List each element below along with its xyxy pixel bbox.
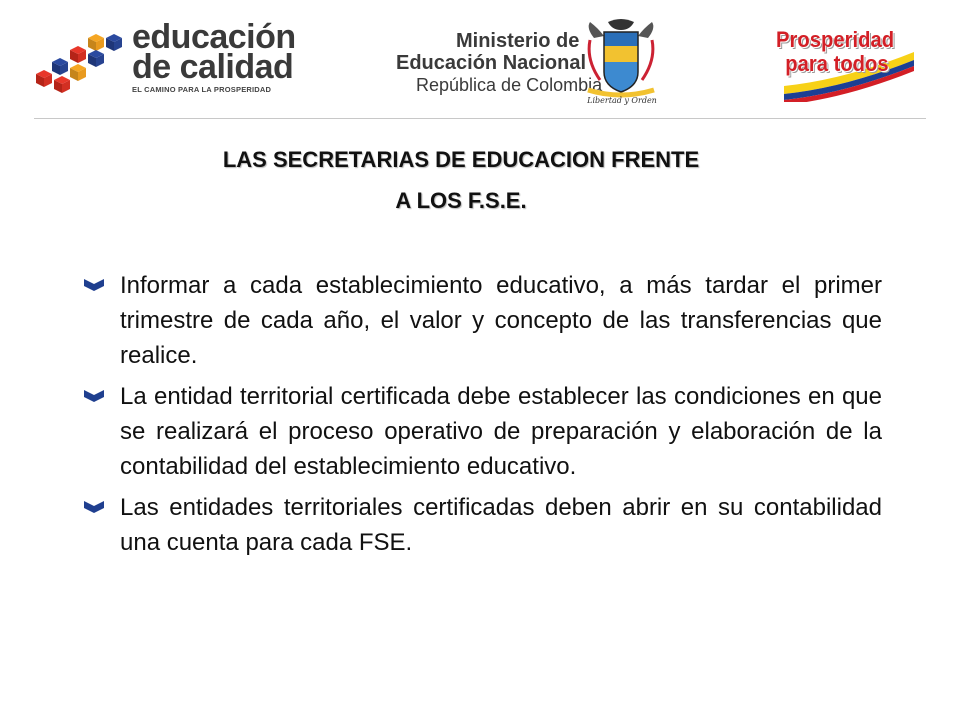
bullet-text: Informar a cada establecimiento educativo, a más tardar el primer trimestre de cada año, el valor y concepto de las transferencias que realice.	[120, 272, 882, 369]
header-divider	[34, 118, 926, 119]
bullet-item	[80, 379, 882, 484]
ministerio-logo	[396, 30, 602, 96]
slide-title	[0, 139, 960, 221]
bullet-text: La entidad territorial certificada debe establecer las condiciones en que se realizará el proceso operativo de preparación y elaboración de la contabilidad del establecimiento educativo.	[120, 383, 882, 480]
header	[0, 0, 960, 118]
title-line1: LAS SECRETARIAS DE EDUCACION FRENTE	[222, 147, 700, 172]
title-line2: A LOS F.S.E.	[395, 188, 527, 213]
prosperidad-line2: para todos	[785, 51, 889, 76]
ministerio-line2: Educación Nacional	[396, 52, 587, 74]
bullet-text: Las entidades territoriales certificadas deben abrir en su contabilidad una cuenta para cada FSE.	[120, 494, 882, 556]
prosperidad-para-todos-logo	[776, 28, 916, 98]
bullet-list	[80, 268, 882, 566]
cubes-icon	[32, 28, 128, 98]
ministerio-line1: Ministerio de	[456, 30, 580, 52]
check-bullet-icon	[84, 277, 104, 291]
educacion-de-calidad-logo	[32, 18, 302, 102]
ministerio-line3: República de Colombia	[416, 75, 603, 95]
bullet-item	[80, 490, 882, 560]
check-bullet-icon	[84, 499, 104, 513]
logo-tagline: EL CAMINO PARA LA PROSPERIDAD	[132, 85, 272, 94]
prosperidad-line1: Prosperidad	[776, 27, 895, 52]
logo-line-de-calidad: de calidad	[132, 48, 294, 86]
bullet-item	[80, 268, 882, 373]
escudo-caption: Libertad y Orden	[587, 96, 657, 105]
check-bullet-icon	[84, 388, 104, 402]
logo-line-educacion: educación	[132, 18, 296, 56]
